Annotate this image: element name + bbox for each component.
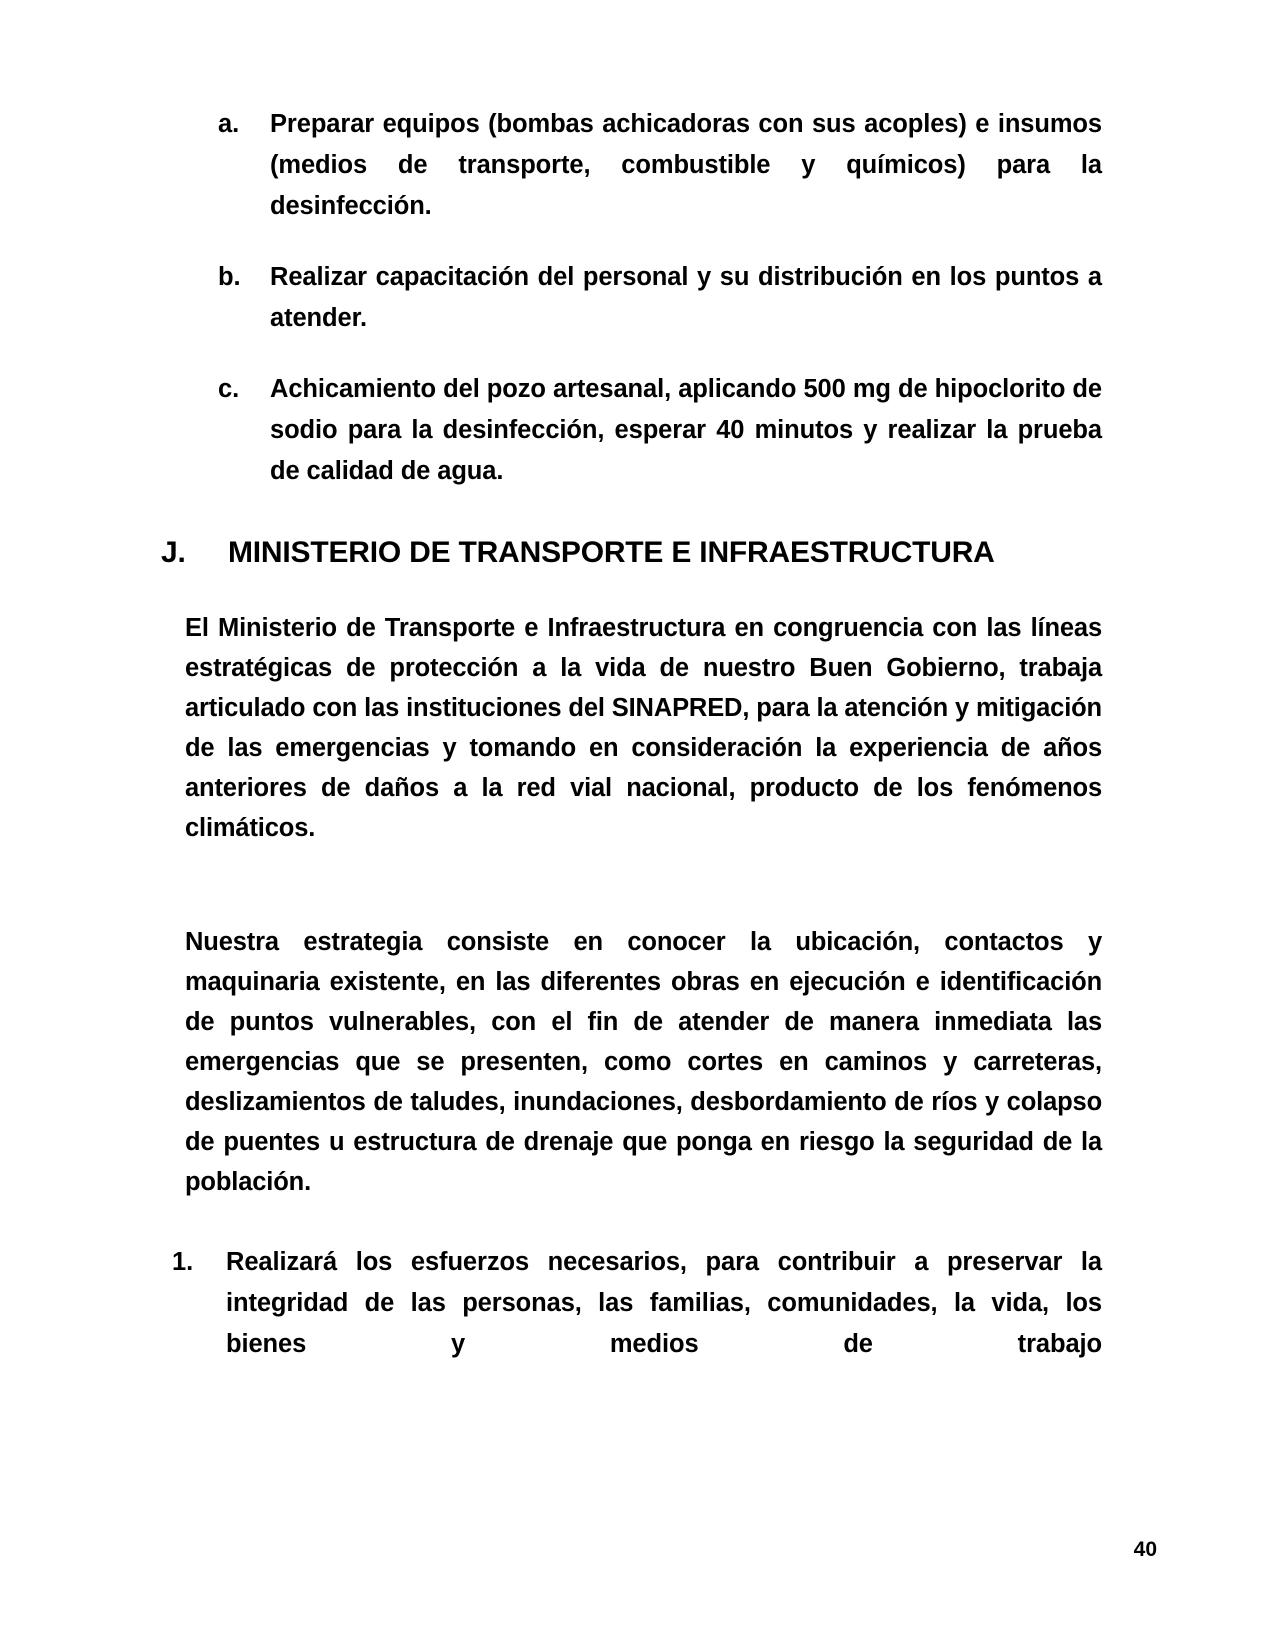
- list-item: [158, 369, 1102, 492]
- list-item-text: Achicamiento del pozo artesanal, aplicando 500 mg de hipoclorito de sodio para la desinfección, esperar 40 minutos y realizar la prueba de calidad de agua.: [270, 375, 1102, 485]
- body-paragraph: El Ministerio de Transporte e Infraestructura en congruencia con las líneas estratégicas de protección a la vida de nuestro Buen Gobierno, trabaja articulado con las instituciones del SINAPRED, para la atención y mitigación de las emergencias y tomando en consideración la experiencia de años anteriores de daños a la red vial nacional, producto de los fenómenos climáticos.: [185, 614, 1102, 842]
- list-item: [158, 1242, 1102, 1406]
- body-paragraph: Nuestra estrategia consiste en conocer la ubicación, contactos y maquinaria existente, en las diferentes obras en ejecución e identificación de puntos vulnerables, con el fin de atender de manera inmediata las emergencias que se presenten, como cortes en caminos y carreteras, deslizamientos de taludes, inundaciones, desbordamiento de ríos y colapso de puentes u estructura de drenaje que ponga en riesgo la seguridad de la población.: [185, 928, 1102, 1196]
- page-content: [158, 104, 1102, 1406]
- section-heading: [158, 534, 1102, 572]
- lettered-list: [158, 104, 1102, 492]
- numbered-list: [158, 1242, 1102, 1406]
- list-item: [158, 257, 1102, 339]
- list-item-marker: 1.: [172, 1248, 194, 1276]
- page-title: MINISTERIO DE TRANSPORTE E INFRAESTRUCTURA: [228, 536, 995, 569]
- list-item-text: Preparar equipos (bombas achicadoras con sus acoples) e insumos (medios de transporte, combustible y químicos) para la desinfección.: [270, 110, 1102, 220]
- section-heading-marker: J.: [161, 536, 186, 569]
- list-item-text: Realizará los esfuerzos necesarios, para contribuir a preservar la integridad de las personas, las familias, comunidades, la vida, los bienes y medios de trabajo: [226, 1248, 1102, 1358]
- page-number: 40: [1133, 1538, 1157, 1561]
- list-item-marker: b.: [218, 263, 241, 291]
- list-item: [158, 104, 1102, 227]
- list-item-marker: c.: [218, 375, 240, 403]
- list-item-marker: a.: [218, 110, 240, 138]
- list-item-text: Realizar capacitación del personal y su distribución en los puntos a atender.: [270, 263, 1102, 332]
